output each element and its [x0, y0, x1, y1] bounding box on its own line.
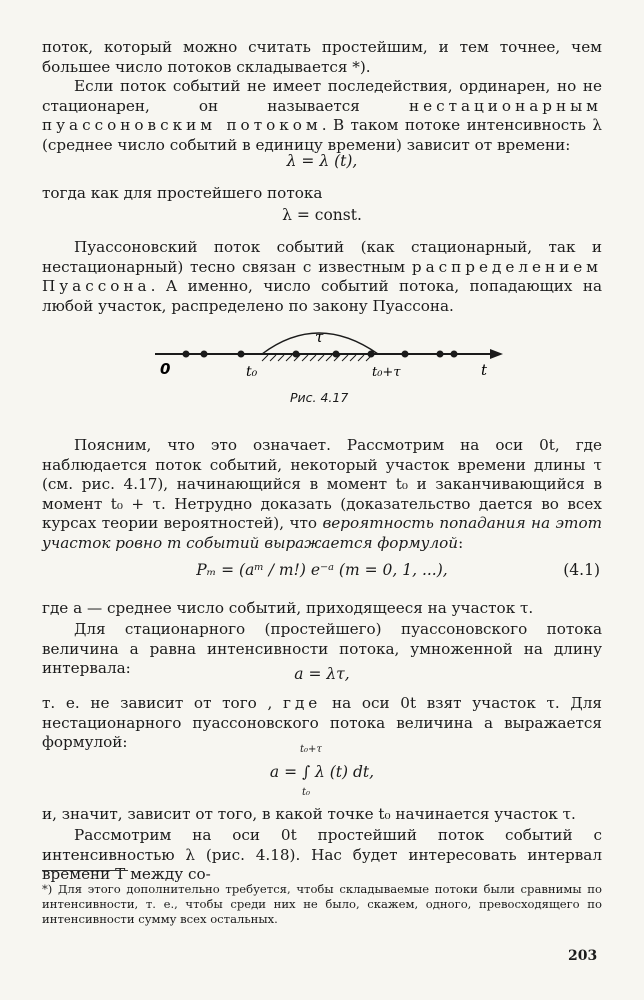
equation-lambda-const: λ = const.	[282, 206, 362, 224]
event-dot	[183, 351, 190, 358]
italic-phrase: вероятность попадания на этот участок ровно m событий выражается формулой	[42, 514, 602, 552]
text: . В таком потоке интенсивность λ (среднее число событий в единицу времени) зависит от времени:	[42, 116, 602, 154]
text: :	[458, 533, 464, 552]
event-dot	[293, 351, 300, 358]
label-t: t	[481, 361, 488, 379]
event-dot	[238, 351, 245, 358]
label-t0-tau: t₀+τ	[372, 365, 401, 380]
equation-integral: a = ∫ λ (t) dt,	[269, 763, 375, 781]
text: Если поток событий не имеет последействия, ординарен, но не стационарен, он называется	[42, 77, 602, 115]
figure-caption: Рис. 4.17	[290, 390, 349, 405]
text: на оси 0t взят участок τ. Для нестационарного пуассоновского потока величина a выражается формулой:	[42, 694, 602, 751]
paragraph-nonstationary-a	[42, 694, 602, 753]
paragraph-mean: где a — среднее число событий, приходящееся на участок τ.	[42, 599, 534, 617]
spaced-term: где	[283, 694, 322, 712]
paragraph-explanation	[42, 436, 602, 553]
spaced-term: распределением Пуассона	[42, 257, 602, 295]
label-tau: τ	[315, 328, 324, 346]
event-dot	[451, 351, 458, 358]
event-dot	[201, 351, 208, 358]
page-number: 203	[568, 948, 598, 964]
equation-lambda-t: λ = λ (t),	[286, 152, 358, 170]
paragraph-depends: и, значит, зависит от того, в какой точке t₀ начинается участок τ.	[42, 805, 576, 823]
equation-poisson: Pₘ = (aᵐ / m!) e⁻ᵃ (m = 0, 1, ...),	[196, 561, 448, 579]
integral-lower-limit: t₀	[302, 787, 311, 798]
text: . А именно, число событий потока, попадающих на любой участок, распределено по закону Пуассона.	[42, 277, 602, 315]
event-dot	[402, 351, 409, 358]
paragraph-simplest-flow: Рассмотрим на оси 0t простейший поток событий с интенсивностью λ (рис. 4.18). Нас будет интересовать интервал времени T между со-	[42, 826, 602, 883]
event-dot	[368, 351, 375, 358]
event-dot	[437, 351, 444, 358]
text: т. е. не зависит от того ,	[42, 694, 283, 712]
event-dot	[333, 351, 340, 358]
footnote-rule	[42, 870, 128, 871]
text: Поясним, что это означает. Рассмотрим на оси 0t, где наблюдается поток событий, некоторый участок времени длины τ (см. рис. 4.17), начинающийся в момент t₀ и заканчивающийся в момент t₀ + τ. Нетрудно доказать (доказательство дается во всех курсах теории вероятностей), что	[42, 436, 602, 532]
label-origin: 0	[160, 360, 171, 378]
paragraph-nonstationary	[42, 77, 602, 155]
spaced-term: нестационарным пуассоновским потоком	[42, 96, 602, 134]
equation-number: (4.1)	[563, 561, 600, 579]
paragraph-stationary: Для стационарного (простейшего) пуассоновского потока величина a равна интенсивности потока, умноженной на длину интервала:	[42, 620, 602, 677]
figure-4-17	[0, 320, 644, 390]
axis-arrow-icon	[490, 349, 503, 359]
paragraph-simple-flow: тогда как для простейшего потока	[42, 184, 323, 202]
footnote: *) Для этого дополнительно требуется, чтобы складываемые потоки были сравнимы по интенсивности, т. е., чтобы среди них не было, скажем, одного, превосходящего по интенсивности сумму всех остальных.	[42, 882, 602, 926]
hatched-interval	[262, 355, 372, 361]
equation-a-lambda-tau: a = λτ,	[294, 665, 350, 683]
integral-upper-limit: t₀+τ	[300, 744, 322, 755]
text: Пуассоновский поток событий (как стационарный, так и нестационарный) тесно связан с известным	[42, 238, 602, 276]
paragraph-poisson	[42, 238, 602, 316]
label-t0: t₀	[246, 364, 258, 380]
paragraph-continuation: поток, который можно считать простейшим, и тем точнее, чем большее число потоков складывается *).	[42, 38, 602, 76]
